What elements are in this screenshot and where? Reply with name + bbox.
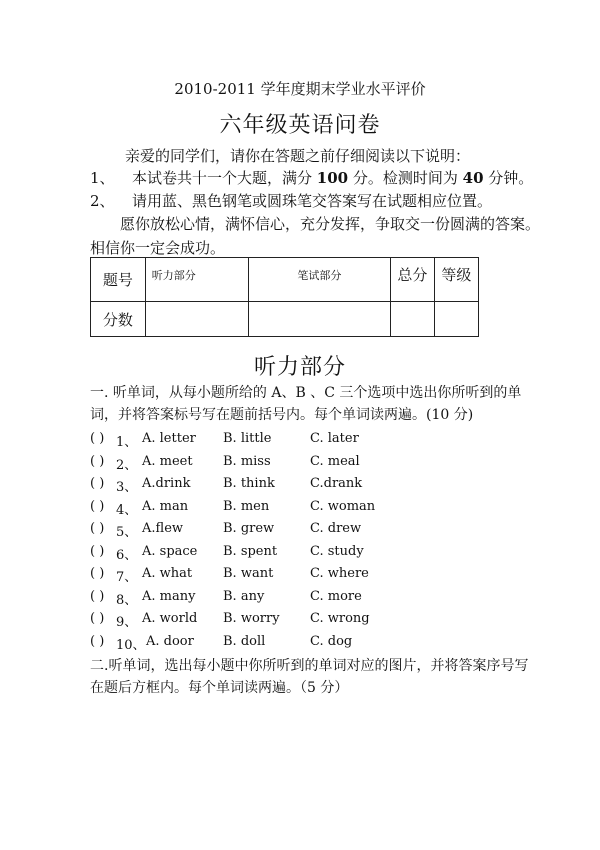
option-c: C. drew <box>310 521 362 536</box>
option-b: B. doll <box>223 633 266 649</box>
answer-bracket[interactable]: ( ) <box>90 633 105 649</box>
answer-bracket[interactable]: ( ) <box>90 521 105 536</box>
option-a: A. what <box>142 566 193 581</box>
rule-1-full-score: 100 <box>316 169 349 187</box>
item-number: 2、 <box>116 457 138 473</box>
option-b: B. any <box>223 588 265 604</box>
option-a: A. door <box>146 633 194 649</box>
item-number: 8、 <box>116 592 138 608</box>
option-b: B. men <box>223 498 270 514</box>
score-blank-written[interactable] <box>248 302 390 337</box>
rule-1-number: 1、 <box>90 169 115 187</box>
score-table <box>90 257 479 337</box>
option-c: C. dog <box>310 633 353 649</box>
option-a: A. meet <box>142 453 193 469</box>
score-blank-total[interactable] <box>390 302 434 337</box>
option-a: A. many <box>142 588 196 604</box>
item-number: 7、 <box>116 570 138 585</box>
rule-1-time: 40 <box>462 169 484 187</box>
option-c: C. later <box>310 431 359 446</box>
answer-bracket[interactable]: ( ) <box>90 453 105 469</box>
rule-1-text-pre: 本试卷共十一个大题，满分 <box>132 169 317 187</box>
score-cell-total: 总分 <box>390 258 434 302</box>
score-blank-listening[interactable] <box>145 302 248 337</box>
option-a: A.drink <box>142 476 191 491</box>
answer-bracket[interactable]: ( ) <box>90 431 105 446</box>
option-b: B. little <box>223 431 272 446</box>
exam-title: 六年级英语问卷 <box>219 113 381 138</box>
item-number: 3、 <box>116 480 138 495</box>
option-c: C. woman <box>310 498 376 514</box>
option-b: B. spent <box>223 543 278 559</box>
item-number: 4、 <box>116 502 138 518</box>
option-c: C. meal <box>310 453 360 469</box>
item-number: 6、 <box>116 547 138 563</box>
option-a: A. letter <box>142 431 196 446</box>
item-number: 10、 <box>116 637 146 653</box>
item-number: 1、 <box>116 435 138 450</box>
option-a: A. world <box>142 611 198 626</box>
listening-section-title: 听力部分 <box>253 355 346 380</box>
option-c: C. study <box>310 543 364 559</box>
score-blank-grade[interactable] <box>434 302 478 337</box>
intro-greeting: 亲爱的同学们，请你在答题之前仔细阅读以下说明： <box>125 147 471 165</box>
answer-bracket[interactable]: ( ) <box>90 498 105 514</box>
answer-bracket[interactable]: ( ) <box>90 476 105 491</box>
answer-bracket[interactable]: ( ) <box>90 543 105 559</box>
rule-2-number: 2、 <box>90 192 115 210</box>
score-table-score-row <box>91 302 479 337</box>
option-c: C. where <box>310 566 369 581</box>
answer-bracket[interactable]: ( ) <box>90 611 105 626</box>
option-b: B. grew <box>223 521 275 536</box>
score-row-label: 分数 <box>91 302 146 337</box>
option-c: C.drank <box>310 476 363 491</box>
option-b: B. worry <box>223 611 280 626</box>
question-2-instruction: 二.听单词，选出每小题中你所听到的单词对应的图片，并将答案序号写在题后方框内。每个单词读两遍。（5 分） <box>90 658 529 696</box>
score-table-header-row <box>91 258 479 302</box>
item-number: 9、 <box>116 615 138 630</box>
option-c: C. wrong <box>310 611 370 626</box>
exam-term-header: 2010-2011 学年度期末学业水平评价 <box>174 80 426 98</box>
option-a: A. man <box>142 498 189 514</box>
answer-bracket[interactable]: ( ) <box>90 566 105 581</box>
item-number: 5、 <box>116 525 138 540</box>
rule-1-text-post: 分钟。 <box>483 169 534 187</box>
question-1-instruction: 一. 听单词，从每小题所给的 A、B 、C 三个选项中选出你所听到的单词，并将答案标号写在题前括号内。每个单词读两遍。(10 分) <box>90 385 522 423</box>
rule-2-text: 请用蓝、黑色钢笔或圆珠笔交答案写在试题相应位置。 <box>132 192 493 210</box>
score-cell-listening: 听力部分 <box>145 258 248 302</box>
rule-2 <box>90 190 492 211</box>
answer-bracket[interactable]: ( ) <box>90 588 105 604</box>
rule-1-text-mid: 分。检测时间为 <box>348 169 463 187</box>
rule-1 <box>90 167 533 188</box>
option-a: A.flew <box>142 521 184 536</box>
encouragement-paragraph: 愿你放松心情，满怀信心，充分发挥，争取交一份圆满的答案。相信你一定会成功。 <box>90 215 541 257</box>
score-cell-written: 笔试部分 <box>248 258 390 302</box>
option-c: C. more <box>310 588 362 604</box>
score-cell-grade: 等级 <box>434 258 478 302</box>
option-b: B. want <box>223 566 274 581</box>
option-a: A. space <box>142 543 198 559</box>
option-b: B. think <box>223 476 275 491</box>
option-b: B. miss <box>223 453 271 469</box>
score-cell-question-number: 题号 <box>91 258 146 302</box>
